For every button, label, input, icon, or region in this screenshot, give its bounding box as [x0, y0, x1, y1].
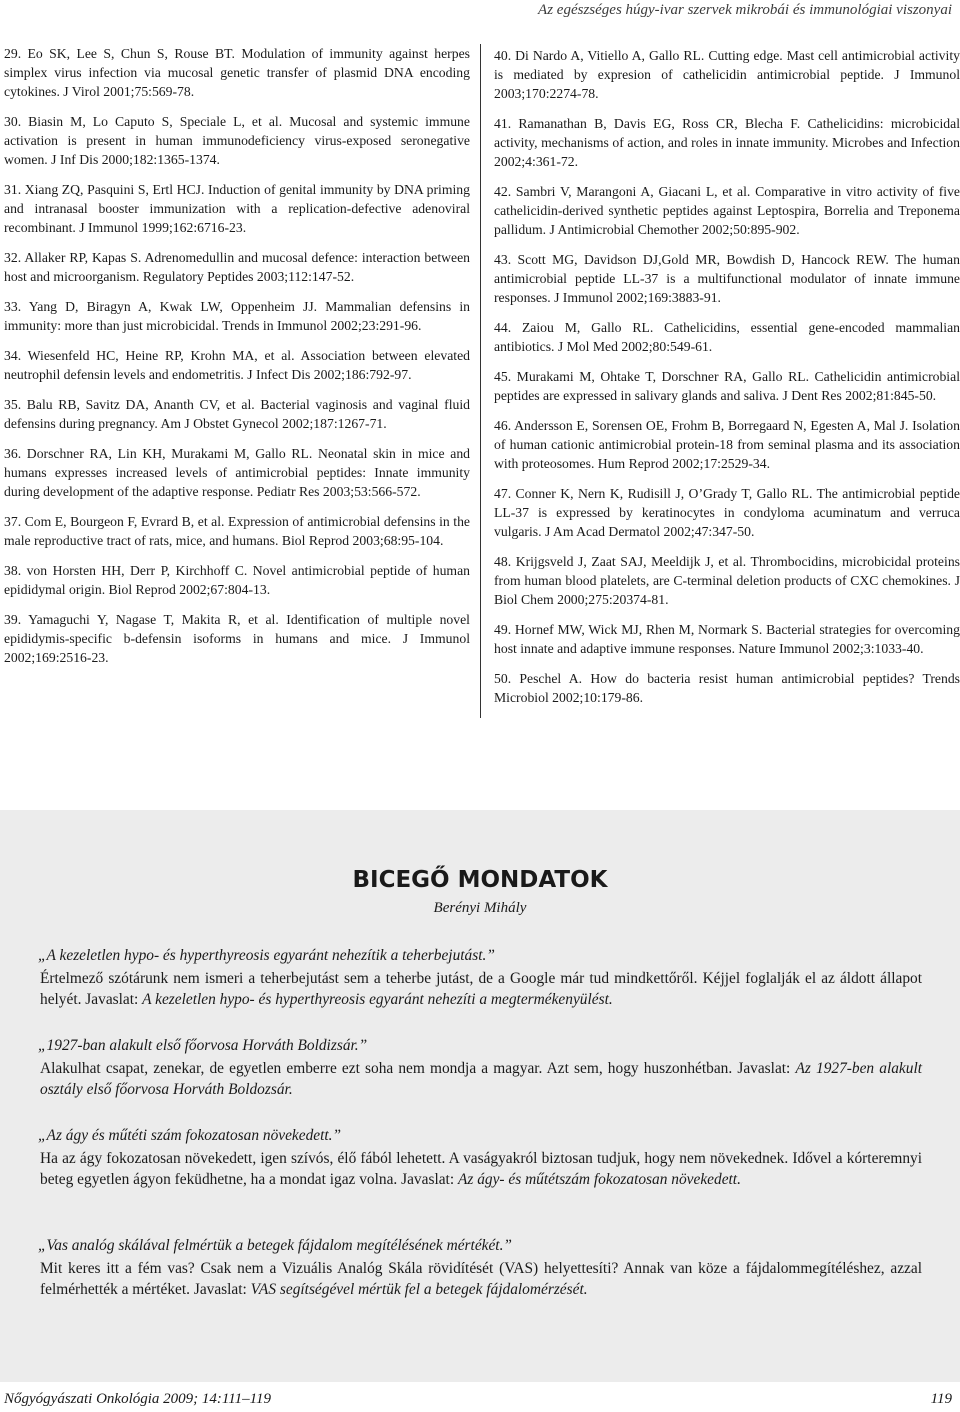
reference-item: 46. Andersson E, Sorensen OE, Frohm B, Borregaard N, Egesten A, Mal J. Isolation of human cationic antimicrobial protein-18 from seminal plasma and its association with proteosomes. Hum Reprod 2002;17:2529-34.	[494, 418, 960, 471]
reference-item: 49. Hornef MW, Wick MJ, Rhen M, Normark S. Bacterial strategies for overcoming host innate and adaptive immune responses. Nature Immunol 2002;3:1033-40.	[494, 622, 960, 656]
reference-item: 35. Balu RB, Savitz DA, Ananth CV, et al. Bacterial vaginosis and vaginal fluid defensins during pregnancy. Am J Obstet Gynecol 2002;187:1267-71.	[4, 397, 470, 431]
sentence-entry	[38, 1035, 922, 1100]
running-header: Az egészséges húgy-ivar szervek mikrobái és immunológiai viszonyai	[538, 2, 952, 18]
section-title: BICEGŐ MONDATOK	[352, 867, 608, 893]
entry-comment: Mit keres itt a fém vas? Csak nem a Vizuális Analóg Skála rövidítését (VAS) helyettesíti? Annak van köze a fájdalommegítéléshez, azzal felmérhették a mértéket. Javaslat: VAS segítségével mértük fel a betegek fájdalomérzését.	[40, 1260, 922, 1298]
reference-item: 36. Dorschner RA, Lin KH, Murakami M, Gallo RL. Neonatal skin in mice and humans expresses increased levels of antimicrobial peptides: Innate immunity during development of the adaptive response. Pediatr Res 2003;53:566-572.	[4, 446, 471, 499]
journal-citation-footer: Nőgyógyászati Onkológia 2009; 14:111–119	[4, 1391, 272, 1407]
entry-comment: Értelmező szótárunk nem ismeri a teherbejutást sem a teherbe jutást, de a Google már tud mindkettőről. Kéjjel foglalják el az áldott állapot helyét. Javaslat: A kezeletlen hypo- és hyperthyreosis egyaránt nehezíti a megtermékenyülést.	[40, 970, 922, 1008]
reference-item: 44. Zaiou M, Gallo RL. Cathelicidins, essential gene-encoded mammalian antibiotics. J Mol Med 2002;80:549-61.	[494, 320, 960, 354]
reference-item: 45. Murakami M, Ohtake T, Dorschner RA, Gallo RL. Cathelicidin antimicrobial peptides are expressed in salivary glands and saliva. J Dent Res 2002;81:845-50.	[494, 369, 960, 403]
reference-item: 37. Com E, Bourgeon F, Evrard B, et al. Expression of antimicrobial defensins in the male reproductive tract of rats, mice, and humans. Biol Reprod 2003;68:95-104.	[4, 514, 470, 548]
entry-quote: „A kezeletlen hypo- és hyperthyreosis egyaránt nehezítik a teherbejutást.”	[38, 947, 495, 964]
entry-comment: Alakulhat csapat, zenekar, de egyetlen emberre ezt soha nem mondja a magyar. Azt sem, hogy huszonhétban. Javaslat: Az 1927-ben alakult osztály első főorvosa Horváth Boldozsár.	[40, 1060, 923, 1098]
entry-quote: „Vas analóg skálával felmértük a betegek fájdalom megítélésének mértékét.”	[38, 1237, 512, 1254]
sentence-entry	[38, 945, 922, 1010]
column-divider	[480, 44, 481, 718]
entry-suggestion: Az ágy- és műtétszám fokozatosan növekedett.	[457, 1171, 741, 1188]
reference-item: 50. Peschel A. How do bacteria resist human antimicrobial peptides? Trends Microbiol 2002;10:179-86.	[494, 671, 960, 705]
reference-item: 42. Sambri V, Marangoni A, Giacani L, et al. Comparative in vitro activity of five cathelicidin-derived synthetic peptides against Leptospira, Borrelia and Treponema pallidum. J Antimicrobial Chemother 2002;50:895-902.	[494, 184, 960, 237]
entry-quote: „1927-ban alakult első főorvosa Horváth Boldizsár.”	[38, 1037, 368, 1054]
entry-suggestion: A kezeletlen hypo- és hyperthyreosis egyaránt nehezíti a megtermékenyülést.	[142, 991, 613, 1008]
reference-item: 41. Ramanathan B, Davis EG, Ross CR, Blecha F. Cathelicidins: microbicidal activity, mechanisms of action, and roles in innate immunity. Microbes and Infection 2002;4:361-72.	[494, 116, 960, 169]
reference-item: 43. Scott MG, Davidson DJ,Gold MR, Bowdish D, Hancock REW. The human antimicrobial peptide LL-37 is a multifunctional modulator of innate immune responses. J Immunol 2002;169:3883-91.	[494, 252, 960, 305]
page-number: 119	[930, 1391, 952, 1407]
entry-suggestion: VAS segítségével mértük fel a betegek fájdalomérzését.	[250, 1281, 588, 1298]
reference-item: 30. Biasin M, Lo Caputo S, Speciale L, et al. Mucosal and systemic immune activation is present in human immunodeficiency virus-exposed seronegative women. J Inf Dis 2000;182:1365-1374.	[4, 114, 470, 167]
reference-item: 38. von Horsten HH, Derr P, Kirchhoff C. Novel antimicrobial peptide of human epididymal origin. Biol Reprod 2002;67:804-13.	[4, 563, 470, 597]
reference-item: 31. Xiang ZQ, Pasquini S, Ertl HCJ. Induction of genital immunity by DNA priming and intranasal booster immunization with a replication-defective adenoviral recombinant. J Immunol 1999;162:6716-23.	[4, 182, 470, 235]
reference-item: 39. Yamaguchi Y, Nagase T, Makita R, et al. Identification of multiple novel epididymis-specific b-defensin isoforms in humans and mice. J Immunol 2002;169:2516-23.	[4, 612, 470, 665]
reference-item: 34. Wiesenfeld HC, Heine RP, Krohn MA, et al. Association between elevated neutrophil defensin levels and endometritis. J Infect Dis 2002;186:792-97.	[4, 348, 470, 382]
reference-item: 33. Yang D, Biragyn A, Kwak LW, Oppenheim JJ. Mammalian defensins in immunity: more than just microbicidal. Trends in Immunol 2002;23:291-96.	[4, 299, 471, 333]
reference-item: 40. Di Nardo A, Vitiello A, Gallo RL. Cutting edge. Mast cell antimicrobial activity is mediated by expresion of cathelicidin antimicrobial peptide. J Immunol 2003;170:2274-78.	[494, 48, 960, 101]
reference-item: 48. Krijgsveld J, Zaat SAJ, Meeldijk J, et al. Thrombocidins, microbicidal proteins from human blood platelets, are C-terminal deletion products of CXC chemokines. J Biol Chem 2000;275:20374-81.	[494, 554, 960, 607]
entry-quote: „Az ágy és műtéti szám fokozatosan növekedett.”	[38, 1127, 342, 1144]
entry-suggestion: Az 1927-ben alakult osztály első főorvosa Horváth Boldozsár.	[40, 1060, 923, 1098]
section-author: Berényi Mihály	[433, 900, 527, 916]
sentence-entry	[38, 1125, 922, 1190]
reference-column-right	[494, 46, 960, 718]
reference-column-left	[4, 44, 470, 678]
entry-comment: Ha az ágy fokozatosan növekedett, igen szívós, élő fából lehetett. A vaságyakról biztosan tudjuk, hogy nem növekednek. Idővel a kórteremnyi beteg egyetlen ágyon feküdhetne, ha a mondat igaz volna. Javaslat: Az ágy- és műtétszám fokozatosan növekedett.	[40, 1150, 922, 1188]
reference-item: 32. Allaker RP, Kapas S. Adrenomedullin and mucosal defence: interaction between host and microorganism. Regulatory Peptides 2003;112:147-52.	[4, 250, 471, 284]
reference-item: 29. Eo SK, Lee S, Chun S, Rouse BT. Modulation of immunity against herpes simplex virus infection via mucosal genetic transfer of plasmid DNA encoding cytokines. J Virol 2001;75:569-78.	[4, 46, 470, 99]
sentence-entry	[38, 1235, 922, 1300]
reference-item: 47. Conner K, Nern K, Rudisill J, O’Grady T, Gallo RL. The antimicrobial peptide LL-37 is expressed by keratinocytes in condyloma acuminatum and verruca vulgaris. J Am Acad Dermatol 2002;47:347-50.	[494, 486, 960, 539]
